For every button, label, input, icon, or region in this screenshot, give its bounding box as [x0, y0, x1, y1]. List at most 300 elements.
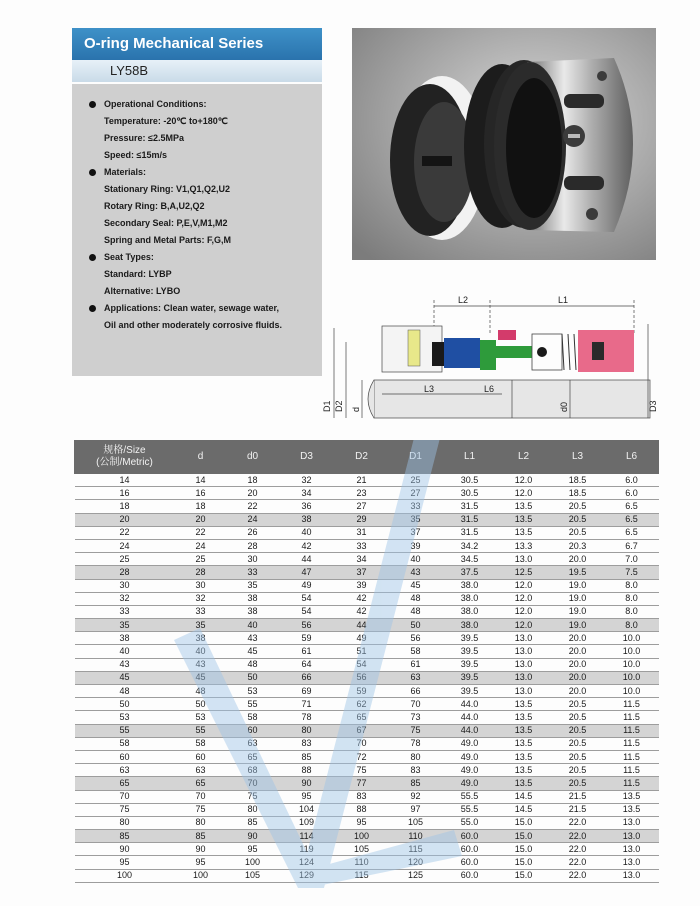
table-cell: 7.5 — [605, 566, 659, 579]
table-cell: 32 — [75, 592, 175, 605]
table-cell: 20.5 — [551, 513, 605, 526]
table-cell: 54 — [279, 605, 335, 618]
table-row — [75, 790, 659, 803]
table-row — [75, 619, 659, 632]
model-label: LY58B — [72, 60, 322, 82]
table-cell: 92 — [389, 790, 443, 803]
table-cell: 90 — [175, 843, 227, 856]
table-cell: 31 — [335, 526, 389, 539]
dim-label-d: d — [351, 406, 361, 412]
table-cell: 22 — [75, 526, 175, 539]
table-row — [75, 777, 659, 790]
operational-heading: Operational Conditions: — [104, 99, 207, 109]
table-cell: 38 — [175, 632, 227, 645]
table-cell: 13.5 — [497, 764, 551, 777]
table-cell: 13.5 — [497, 500, 551, 513]
table-cell: 30 — [175, 579, 227, 592]
table-cell: 13.0 — [497, 645, 551, 658]
table-cell: 6.5 — [605, 500, 659, 513]
table-cell: 75 — [175, 803, 227, 816]
table-cell: 20.5 — [551, 750, 605, 763]
table-cell: 16 — [75, 487, 175, 500]
table-cell: 61 — [279, 645, 335, 658]
table-row — [75, 803, 659, 816]
table-row — [75, 843, 659, 856]
spec-panel — [72, 84, 322, 376]
table-cell: 45 — [389, 579, 443, 592]
table-cell: 56 — [389, 632, 443, 645]
table-cell: 34.2 — [443, 539, 497, 552]
table-cell: 14 — [175, 474, 227, 487]
dim-label-d2: D2 — [334, 400, 344, 412]
table-cell: 49.0 — [443, 764, 497, 777]
table-cell: 54 — [279, 592, 335, 605]
table-row — [75, 764, 659, 777]
table-cell: 29 — [335, 513, 389, 526]
table-cell: 100 — [227, 856, 279, 869]
dim-label-l2: L2 — [458, 295, 469, 305]
table-cell: 55 — [75, 724, 175, 737]
series-title: O-ring Mechanical Series — [72, 28, 322, 60]
table-cell: 53 — [227, 685, 279, 698]
mechanical-seal-image — [352, 28, 656, 260]
table-cell: 10.0 — [605, 632, 659, 645]
table-cell: 15.0 — [497, 830, 551, 843]
table-cell: 40 — [279, 526, 335, 539]
table-cell: 70 — [227, 777, 279, 790]
table-cell: 8.0 — [605, 592, 659, 605]
table-cell: 95 — [279, 790, 335, 803]
table-cell: 59 — [279, 632, 335, 645]
table-cell: 109 — [279, 816, 335, 829]
table-cell: 73 — [389, 711, 443, 724]
table-row — [75, 698, 659, 711]
table-cell: 95 — [75, 856, 175, 869]
table-cell: 13.5 — [497, 711, 551, 724]
table-cell: 90 — [227, 830, 279, 843]
table-cell: 50 — [227, 671, 279, 684]
table-cell: 44.0 — [443, 724, 497, 737]
table-row — [75, 737, 659, 750]
table-cell: 45 — [175, 671, 227, 684]
table-cell: 13.5 — [497, 750, 551, 763]
table-cell: 13.0 — [497, 632, 551, 645]
table-row — [75, 605, 659, 618]
table-cell: 104 — [279, 803, 335, 816]
table-cell: 40 — [227, 619, 279, 632]
table-cell: 40 — [175, 645, 227, 658]
table-cell: 19.0 — [551, 592, 605, 605]
table-cell: 70 — [389, 698, 443, 711]
table-cell: 80 — [227, 803, 279, 816]
table-cell: 20.5 — [551, 724, 605, 737]
table-cell: 85 — [175, 830, 227, 843]
table-cell: 59 — [335, 685, 389, 698]
table-cell: 12.5 — [497, 566, 551, 579]
table-cell: 68 — [227, 764, 279, 777]
table-cell: 43 — [175, 658, 227, 671]
table-cell: 11.5 — [605, 750, 659, 763]
column-header: D2 — [335, 441, 389, 474]
table-cell: 20.5 — [551, 764, 605, 777]
table-cell: 85 — [389, 777, 443, 790]
table-cell: 71 — [279, 698, 335, 711]
column-header: L6 — [605, 441, 659, 474]
column-header: L3 — [551, 441, 605, 474]
table-cell: 14 — [75, 474, 175, 487]
column-header: L2 — [497, 441, 551, 474]
table-cell: 33 — [75, 605, 175, 618]
bullet-icon — [89, 101, 96, 108]
table-cell: 44.0 — [443, 698, 497, 711]
table-row — [75, 869, 659, 882]
table-cell: 35 — [75, 619, 175, 632]
table-row — [75, 513, 659, 526]
table-cell: 60 — [175, 750, 227, 763]
table-cell: 55 — [175, 724, 227, 737]
temperature-spec: Temperature: -20℃ to+180℃ — [104, 116, 228, 126]
table-cell: 18 — [227, 474, 279, 487]
table-row — [75, 592, 659, 605]
table-cell: 13.0 — [605, 816, 659, 829]
table-cell: 34 — [279, 487, 335, 500]
pressure-spec: Pressure: ≤2.5MPa — [104, 133, 184, 143]
table-cell: 38 — [279, 513, 335, 526]
table-cell: 14.5 — [497, 790, 551, 803]
table-row — [75, 566, 659, 579]
table-cell: 83 — [279, 737, 335, 750]
table-cell: 39.5 — [443, 658, 497, 671]
table-cell: 21.5 — [551, 790, 605, 803]
table-cell: 30 — [227, 553, 279, 566]
table-cell: 56 — [335, 671, 389, 684]
column-header: D1 — [389, 441, 443, 474]
table-cell: 100 — [335, 830, 389, 843]
table-row — [75, 645, 659, 658]
table-cell: 20.0 — [551, 658, 605, 671]
table-cell: 97 — [389, 803, 443, 816]
table-cell: 37.5 — [443, 566, 497, 579]
column-header: d — [175, 441, 227, 474]
table-cell: 90 — [75, 843, 175, 856]
table-row — [75, 500, 659, 513]
table-cell: 25 — [389, 474, 443, 487]
table-cell: 26 — [227, 526, 279, 539]
table-cell: 100 — [175, 869, 227, 882]
table-cell: 83 — [335, 790, 389, 803]
table-cell: 55 — [227, 698, 279, 711]
table-cell: 19.0 — [551, 605, 605, 618]
table-cell: 13.0 — [605, 869, 659, 882]
bullet-icon — [89, 305, 96, 312]
table-row — [75, 474, 659, 487]
rotary-ring-spec: Rotary Ring: B,A,U2,Q2 — [104, 201, 205, 211]
column-header: D3 — [279, 441, 335, 474]
table-cell: 49 — [279, 579, 335, 592]
table-row — [75, 711, 659, 724]
table-cell: 12.0 — [497, 592, 551, 605]
table-cell: 24 — [175, 539, 227, 552]
column-header: L1 — [443, 441, 497, 474]
table-cell: 13.0 — [497, 658, 551, 671]
table-cell: 35 — [175, 619, 227, 632]
table-cell: 38 — [227, 592, 279, 605]
table-cell: 44.0 — [443, 711, 497, 724]
column-header: d0 — [227, 441, 279, 474]
table-cell: 60 — [227, 724, 279, 737]
table-cell: 13.0 — [605, 856, 659, 869]
table-cell: 40 — [75, 645, 175, 658]
table-cell: 13.3 — [497, 539, 551, 552]
table-cell: 75 — [75, 803, 175, 816]
table-cell: 49 — [335, 632, 389, 645]
table-cell: 85 — [227, 816, 279, 829]
table-row — [75, 579, 659, 592]
table-cell: 34 — [335, 553, 389, 566]
dim-label-d1: D1 — [322, 400, 332, 412]
table-cell: 20.0 — [551, 632, 605, 645]
table-cell: 6.0 — [605, 474, 659, 487]
table-cell: 61 — [389, 658, 443, 671]
table-row — [75, 724, 659, 737]
secondary-seal-spec: Secondary Seal: P,E,V,M1,M2 — [104, 218, 228, 228]
table-cell: 20.5 — [551, 711, 605, 724]
table-cell: 32 — [175, 592, 227, 605]
table-cell: 60.0 — [443, 856, 497, 869]
table-cell: 53 — [75, 711, 175, 724]
table-cell: 120 — [389, 856, 443, 869]
table-cell: 48 — [389, 592, 443, 605]
table-cell: 56 — [279, 619, 335, 632]
table-cell: 124 — [279, 856, 335, 869]
table-cell: 39 — [389, 539, 443, 552]
table-cell: 115 — [335, 869, 389, 882]
table-cell: 13.5 — [497, 724, 551, 737]
dim-label-l6: L6 — [484, 384, 495, 394]
table-cell: 23 — [335, 487, 389, 500]
table-cell: 19.5 — [551, 566, 605, 579]
table-cell: 39.5 — [443, 645, 497, 658]
table-cell: 115 — [389, 843, 443, 856]
table-cell: 90 — [279, 777, 335, 790]
table-cell: 12.0 — [497, 487, 551, 500]
table-cell: 36 — [279, 500, 335, 513]
table-row — [75, 539, 659, 552]
table-cell: 66 — [279, 671, 335, 684]
table-cell: 8.0 — [605, 605, 659, 618]
table-cell: 38 — [75, 632, 175, 645]
table-cell: 39 — [335, 579, 389, 592]
table-cell: 20.0 — [551, 685, 605, 698]
product-photo — [352, 28, 656, 260]
table-cell: 6.7 — [605, 539, 659, 552]
table-cell: 22.0 — [551, 816, 605, 829]
table-cell: 38.0 — [443, 592, 497, 605]
speed-spec: Speed: ≤15m/s — [104, 150, 167, 160]
table-cell: 7.0 — [605, 553, 659, 566]
table-cell: 39.5 — [443, 671, 497, 684]
table-cell: 12.0 — [497, 605, 551, 618]
table-cell: 21.5 — [551, 803, 605, 816]
table-cell: 13.0 — [497, 671, 551, 684]
dim-label-d3: D3 — [648, 400, 658, 412]
table-row — [75, 671, 659, 684]
table-cell: 39.5 — [443, 685, 497, 698]
table-cell: 33 — [389, 500, 443, 513]
table-cell: 11.5 — [605, 724, 659, 737]
table-cell: 22.0 — [551, 843, 605, 856]
table-cell: 18.5 — [551, 487, 605, 500]
table-cell: 85 — [75, 830, 175, 843]
table-cell: 30.5 — [443, 487, 497, 500]
table-cell: 20.5 — [551, 526, 605, 539]
table-cell: 78 — [389, 737, 443, 750]
table-cell: 11.5 — [605, 764, 659, 777]
table-cell: 34.5 — [443, 553, 497, 566]
table-cell: 58 — [175, 737, 227, 750]
table-cell: 20 — [175, 513, 227, 526]
table-cell: 60.0 — [443, 869, 497, 882]
table-row — [75, 685, 659, 698]
dim-label-l1: L1 — [558, 295, 569, 305]
table-cell: 58 — [227, 711, 279, 724]
table-cell: 20.5 — [551, 777, 605, 790]
table-cell: 60.0 — [443, 843, 497, 856]
table-cell: 63 — [227, 737, 279, 750]
table-cell: 63 — [75, 764, 175, 777]
dim-label-d0: d0 — [559, 401, 569, 412]
table-cell: 50 — [75, 698, 175, 711]
table-cell: 38.0 — [443, 579, 497, 592]
table-cell: 19.0 — [551, 619, 605, 632]
table-cell: 22.0 — [551, 869, 605, 882]
table-cell: 55.5 — [443, 803, 497, 816]
standard-seat: Standard: LYBP — [104, 269, 172, 279]
table-cell: 100 — [75, 869, 175, 882]
table-cell: 33 — [175, 605, 227, 618]
table-cell: 22.0 — [551, 830, 605, 843]
table-cell: 13.5 — [497, 526, 551, 539]
table-cell: 31.5 — [443, 513, 497, 526]
table-cell: 65 — [75, 777, 175, 790]
table-cell: 10.0 — [605, 671, 659, 684]
table-cell: 95 — [335, 816, 389, 829]
table-cell: 31.5 — [443, 526, 497, 539]
table-cell: 12.0 — [497, 474, 551, 487]
table-cell: 20.3 — [551, 539, 605, 552]
table-cell: 129 — [279, 869, 335, 882]
table-cell: 67 — [335, 724, 389, 737]
table-cell: 45 — [75, 671, 175, 684]
table-cell: 16 — [175, 487, 227, 500]
table-cell: 105 — [335, 843, 389, 856]
bullet-icon — [89, 254, 96, 261]
stationary-ring-spec: Stationary Ring: V1,Q1,Q2,U2 — [104, 184, 231, 194]
table-cell: 75 — [227, 790, 279, 803]
size-table-container — [74, 440, 658, 888]
table-cell: 53 — [175, 711, 227, 724]
technical-drawing — [322, 284, 658, 420]
table-cell: 20 — [227, 487, 279, 500]
table-cell: 13.0 — [605, 843, 659, 856]
table-cell: 24 — [227, 513, 279, 526]
table-cell: 20.0 — [551, 645, 605, 658]
table-cell: 20.5 — [551, 698, 605, 711]
table-cell: 60.0 — [443, 830, 497, 843]
table-cell: 48 — [389, 605, 443, 618]
table-cell: 30 — [75, 579, 175, 592]
materials-heading: Materials: — [104, 167, 147, 177]
table-cell: 42 — [335, 592, 389, 605]
table-cell: 77 — [335, 777, 389, 790]
table-cell: 6.5 — [605, 526, 659, 539]
table-cell: 47 — [279, 566, 335, 579]
table-cell: 63 — [175, 764, 227, 777]
table-cell: 20.5 — [551, 737, 605, 750]
table-cell: 42 — [335, 605, 389, 618]
table-cell: 80 — [279, 724, 335, 737]
table-cell: 25 — [175, 553, 227, 566]
table-cell: 22.0 — [551, 856, 605, 869]
table-cell: 20 — [75, 513, 175, 526]
table-cell: 25 — [75, 553, 175, 566]
table-cell: 37 — [335, 566, 389, 579]
table-cell: 13.5 — [497, 737, 551, 750]
table-cell: 125 — [389, 869, 443, 882]
table-row — [75, 830, 659, 843]
table-cell: 6.0 — [605, 487, 659, 500]
table-cell: 38 — [227, 605, 279, 618]
table-cell: 13.5 — [605, 803, 659, 816]
table-cell: 24 — [75, 539, 175, 552]
alternative-seat: Alternative: LYBO — [104, 286, 181, 296]
table-cell: 12.0 — [497, 579, 551, 592]
table-cell: 70 — [75, 790, 175, 803]
table-cell: 15.0 — [497, 843, 551, 856]
table-cell: 37 — [389, 526, 443, 539]
table-cell: 10.0 — [605, 658, 659, 671]
table-row — [75, 750, 659, 763]
table-cell: 15.0 — [497, 869, 551, 882]
table-cell: 18.5 — [551, 474, 605, 487]
table-cell: 85 — [279, 750, 335, 763]
table-cell: 64 — [279, 658, 335, 671]
table-row — [75, 816, 659, 829]
table-cell: 60 — [75, 750, 175, 763]
table-cell: 35 — [227, 579, 279, 592]
table-cell: 20.0 — [551, 671, 605, 684]
table-cell: 49.0 — [443, 750, 497, 763]
table-cell: 70 — [175, 790, 227, 803]
table-cell: 13.5 — [497, 513, 551, 526]
table-cell: 30.5 — [443, 474, 497, 487]
table-cell: 83 — [389, 764, 443, 777]
table-cell: 54 — [335, 658, 389, 671]
table-cell: 43 — [75, 658, 175, 671]
table-cell: 6.5 — [605, 513, 659, 526]
table-cell: 65 — [175, 777, 227, 790]
table-cell: 95 — [227, 843, 279, 856]
table-cell: 48 — [75, 685, 175, 698]
table-cell: 35 — [389, 513, 443, 526]
table-cell: 20.0 — [551, 553, 605, 566]
table-row — [75, 856, 659, 869]
table-cell: 39.5 — [443, 632, 497, 645]
table-cell: 28 — [227, 539, 279, 552]
table-cell: 110 — [389, 830, 443, 843]
table-cell: 40 — [389, 553, 443, 566]
table-cell: 15.0 — [497, 856, 551, 869]
